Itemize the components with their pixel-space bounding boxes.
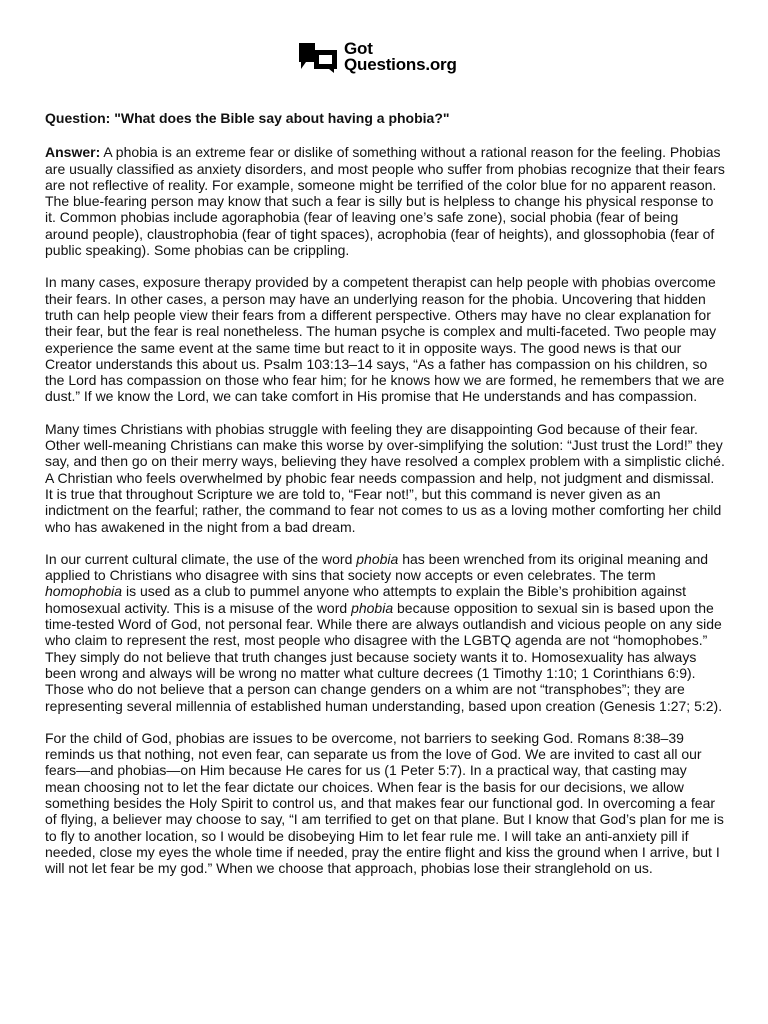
- text-run: has been wrenched from its original meaning and applied to Christians who disagree with sins that society now accepts or even celebrates. The term: [45, 550, 709, 584]
- body-paragraph: [45, 551, 725, 714]
- body-paragraph: [45, 730, 725, 877]
- gotquestions-logo[interactable]: [298, 40, 457, 74]
- answer-label: Answer:: [45, 144, 101, 161]
- italic-term: homophobia: [45, 583, 123, 600]
- text-run: is used as a club to pummel anyone who attempts to explain the Bible’s prohibition against homosexual activity. This is a misuse of the word: [45, 583, 687, 616]
- text-run: In many cases, exposure therapy provided by a competent therapist can help people with phobias overcome their fears. In other cases, a person may have an underlying reason for the phobia. Uncovering that hidden truth can help people view their fears from a different perspective. Others may have no clear explanation for their fear, but the fear is real nonetheless. The human psyche is complex and multi-faceted. Two people may experience the same event at the same time but react to it in opposite ways. The good news is that our Creator understands this about us. Psalm 103:13–14 says, “As a father has compassion on his children, so the Lord has compassion on those who fear him; for he knows how we are formed, he remembers that we are dust.” If we know the Lord, we can take comfort in His promise that He understands and has compassion.: [45, 274, 725, 405]
- article-body: [45, 110, 725, 876]
- logo-wordmark: [344, 41, 457, 73]
- logo-line-questions: Questions.org: [344, 55, 457, 74]
- body-paragraph: [45, 274, 725, 404]
- paragraph-runs: [45, 730, 724, 876]
- speech-bubble-logo-icon: [298, 40, 338, 74]
- italic-term: phobia: [356, 550, 399, 567]
- logo-line-got: Got: [344, 39, 373, 58]
- body-paragraph: [45, 421, 725, 535]
- text-run: In our current cultural climate, the use of the word: [45, 550, 357, 567]
- text-run: For the child of God, phobias are issues to be overcome, not barriers to seeking God. Romans 8:38–39 reminds us that nothing, not even fear, can separate us from the love of God. We are invited to cast all our fears—and phobias—on Him because He cares for us (1 Peter 5:7). In a practical way, that casting may mean choosing not to let the fear dictate our choices. When fear is the basis for our decisions, we allow something besides the Holy Spirit to control us, and that makes fear our functional god. In overcoming a fear of flying, a believer may choose to say, “I am terrified to get on that plane. But I know that God’s plan for me is to fly to another location, so I would be disobeying Him to let fear rule me. I will take an anti-anxiety pill if needed, close my eyes the whole time if needed, pray the entire flight and kiss the ground when I arrive, but I will not let fear be my god.” When we choose that approach, phobias lose their stranglehold on us.: [45, 729, 724, 877]
- paragraph-runs: [45, 551, 722, 714]
- paragraph-runs: [45, 144, 725, 258]
- italic-term: phobia: [351, 599, 394, 616]
- text-run: A phobia is an extreme fear or dislike of something without a rational reason for the feeling. Phobias are usually classified as anxiety disorders, and most people who suffer from phobias recognize that their fears are not reflective of reality. For example, someone might be terrified of the color blue for no apparent reason. The blue-fearing person may know that such a fear is silly but is helpless to change his physical response to it. Common phobias include agoraphobia (fear of leaving one’s safe zone), social phobia (fear of being around people), claustrophobia (fear of tight spaces), acrophobia (fear of heights), and glossophobia (fear of public speaking). Some phobias can be crippling.: [45, 144, 725, 259]
- answer-paragraph: [45, 144, 725, 258]
- text-run: because opposition to sexual sin is based upon the time-tested Word of God, not personal fear. While there are always outlandish and vicious people on any side who claim to represent the rest, most people who disagree with the LGBTQ agenda are not “homophobes.” They simply do not believe that truth changes just because society wants it to. Homosexuality has always been wrong and always will be wrong no matter what culture decrees (1 Timothy 1:10; 1 Corinthians 6:9). Those who do not believe that a person can change genders on a whim are not “transphobes”; they are representing several millennia of established human understanding, based upon creation (Genesis 1:27; 5:2).: [45, 599, 723, 714]
- paragraph-runs: [45, 274, 724, 404]
- paragraph-runs: [45, 421, 725, 535]
- question-heading: Question: "What does the Bible say about having a phobia?": [45, 110, 450, 126]
- text-run: Many times Christians with phobias struggle with feeling they are disappointing God because of their fear. Other well-meaning Christians can make this worse by over-simplifying the solution: “Just trust the Lord!” they say, and then go on their merry ways, believing they have resolved a complex problem with a simplistic cliché. A Christian who feels overwhelmed by phobic fear needs compassion and help, not judgment and dismissal. It is true that throughout Scripture we are told to, “Fear not!”, but this command is never given as an indictment on the fearful; rather, the command to fear not comes to us as a loving mother comforting her child who has awakened in the night from a bad dream.: [45, 420, 725, 535]
